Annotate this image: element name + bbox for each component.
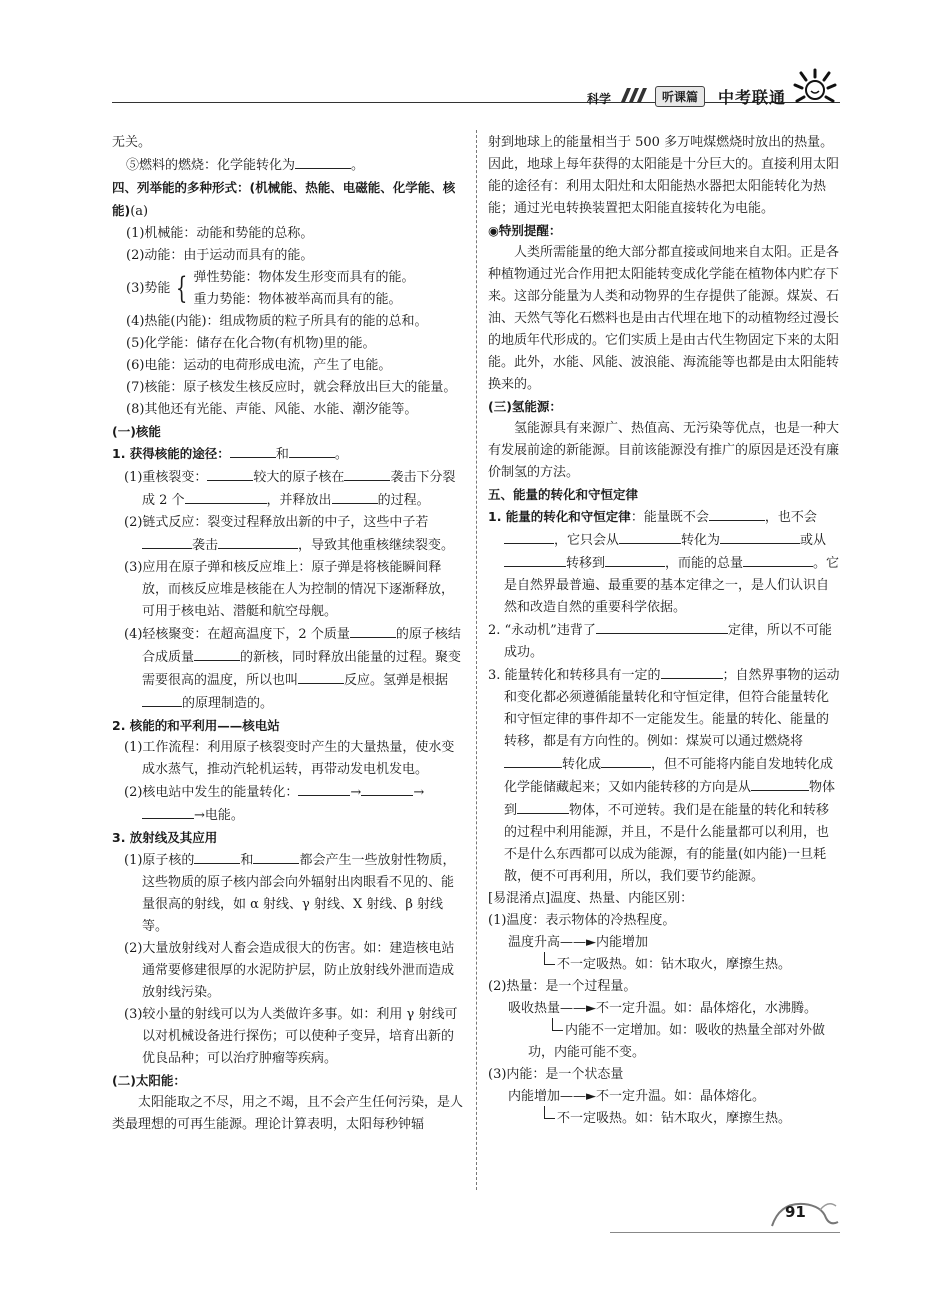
list-item: (2)大量放射线对人畜会造成很大的伤害。如：建造核电站通常要修建很厚的水泥防护层，防止放射线外泄而造成放射线污染。 [124, 941, 455, 1000]
list-item: (1)原子核的 和 都会产生一些放射性物质，这些物质的原子核内部会向外辐射出肉眼看不见的、能量很高的射线，如 α 射线、γ 射线、X 射线、β 射线等。 [112, 849, 464, 938]
list-item: (2)动能：由于运动而具有的能。 [126, 248, 314, 263]
list-item: (6)电能：运动的电荷形成电流，产生了电能。 [126, 358, 392, 373]
header-series-title: 中考联通 [718, 88, 787, 107]
paragraph: 射到地球上的能量相当于 500 多万吨煤燃烧时放出的热量。因此，地球上每年获得的太阳能是十分巨大的。直接利用太阳能的途径有：利用太阳灶和太阳能热水器把太阳能转化为热能；通过光电转换装置把太阳能直接转化为电能。 [488, 135, 840, 216]
list-item: (3)较小量的射线可以为人类做许多事。如：利用 γ 射线可以对机械设备进行探伤；可以使种子变异，培育出新的优良品种；可以治疗肿瘤等疾病。 [124, 1007, 458, 1066]
fill-blank[interactable] [709, 506, 765, 521]
fill-blank[interactable] [185, 489, 267, 504]
subsection-heading: 2. 核能的和平利用——核电站 [112, 718, 280, 733]
fill-blank[interactable] [142, 534, 192, 549]
subsection-heading: (二)太阳能： [112, 1073, 186, 1088]
subsection-heading: (一)核能 [112, 424, 161, 439]
fill-blank[interactable] [751, 776, 809, 791]
fill-blank[interactable] [517, 799, 569, 814]
page-number: 91 [785, 1203, 806, 1221]
list-item: (1)工作流程：利用原子核裂变时产生的大量热量，使水变成水蒸气，推动汽轮机运转，再带动发电机发电。 [124, 740, 455, 777]
branch-line: 不一定吸热。如：钻木取火，摩擦生热。 [488, 1108, 840, 1130]
fill-blank[interactable] [504, 552, 566, 567]
header-subject: 科学 [587, 92, 612, 106]
branch-line: 不一定吸热。如：钻木取火，摩擦生热。 [488, 954, 840, 976]
branch-arrow-icon [544, 952, 555, 965]
fill-blank[interactable] [720, 529, 800, 544]
list-item: (4)热能(内能)：组成物质的粒子所具有的能的总和。 [126, 314, 428, 329]
fill-blank[interactable] [298, 669, 344, 684]
text-line: ⑤燃料的燃烧：化学能转化为 。 [112, 154, 464, 177]
section-heading: 五、能量的转化和守恒定律 [488, 487, 639, 502]
fill-blank[interactable] [605, 552, 665, 567]
branch-line: 内能不一定增加。如：吸收的热量全部对外做功，内能可能不变。 [488, 1020, 840, 1064]
fill-blank[interactable] [601, 753, 651, 768]
list-item: (1)温度：表示物体的冷热程度。 [488, 913, 676, 928]
text-line: 无关。 [112, 135, 152, 150]
arrow-line: 吸收热量——►不一定升温。如：晶体熔化，水沸腾。 [508, 1001, 817, 1016]
fill-blank[interactable] [596, 619, 728, 634]
fill-blank[interactable] [207, 466, 253, 481]
fill-blank[interactable] [218, 534, 298, 549]
footer-rule [610, 1232, 840, 1233]
fill-blank[interactable] [661, 664, 723, 679]
list-item: (8)其他还有光能、声能、风能、水能、潮汐能等。 [126, 402, 418, 417]
branch-arrow-icon [544, 1106, 555, 1119]
header-tab: 听课篇 [655, 86, 705, 107]
list-item: (2)链式反应：裂变过程释放出新的中子，这些中子若袭击 ，导致其他重核继续裂变。 [124, 515, 455, 553]
column-divider [476, 130, 477, 1190]
paragraph: 氢能源具有来源广、热值高、无污染等优点，也是一种大有发展前途的新能源。目前该能源没有推广的原因是还没有廉价制氢的方法。 [488, 421, 840, 480]
branch-arrow-icon [552, 1018, 563, 1031]
list-item: (7)核能：原子核发生核反应时，就会释放出巨大的能量。 [126, 380, 457, 395]
subsection-heading: (三)氢能源： [488, 399, 562, 414]
fill-blank[interactable] [253, 849, 299, 864]
fill-blank[interactable] [350, 623, 396, 638]
left-column [112, 132, 464, 1136]
fill-blank[interactable] [142, 692, 182, 707]
fill-blank[interactable] [194, 849, 240, 864]
arrow-line: 内能增加——►不一定升温。如：晶体熔化。 [508, 1089, 765, 1104]
list-item: (3)内能：是一个状态量 [488, 1067, 624, 1082]
tip-heading: ◉特别提醒： [488, 223, 562, 238]
fill-blank[interactable] [194, 646, 240, 661]
confusion-heading: [易混淆点]温度、热量、内能区别： [488, 891, 694, 906]
fill-blank[interactable] [332, 489, 378, 504]
section-heading: 四、列举能的多种形式：(机械能、热能、电磁能、化学能、核能)(a) [112, 180, 456, 219]
question-line: 2. “永动机”违背了 定律，所以不可能成功。 [488, 619, 840, 664]
fill-blank[interactable] [298, 781, 350, 796]
list-item: (4)轻核聚变：在超高温度下，2 个质量 的原子核结合成质量 的新核，同时释放出能量的过程。聚变需要很高的温度，所以也叫 反应。氢弹是根据的原理制造的。 [112, 623, 464, 715]
fill-blank[interactable] [295, 154, 351, 169]
right-column [488, 132, 840, 1130]
list-item: (2)热量：是一个过程量。 [488, 979, 637, 994]
sun-logo-icon [792, 68, 838, 108]
brace-icon: { [176, 271, 188, 306]
fill-blank[interactable] [619, 529, 681, 544]
fill-blank[interactable] [344, 466, 390, 481]
paragraph: 太阳能取之不尽，用之不竭，且不会产生任何污染，是人类最理想的可再生能源。理论计算表明，太阳每秒钟辐 [112, 1095, 464, 1132]
fill-blank[interactable] [743, 552, 813, 567]
list-item: (5)化学能：储存在化合物(有机物)里的能。 [126, 336, 376, 351]
list-item: (3)应用在原子弹和核反应堆上：原子弹是将核能瞬间释放，而核反应堆是核能在人为控制的情况下逐渐释放，可用于核电站、潜艇和航空母舰。 [124, 560, 455, 619]
question-line: 3. 能量转化和转移具有一定的 ；自然界事物的运动和变化都必须遵循能量转化和守恒定律，但符合能量转化和守恒定律的事件却不一定能发生。能量的转化、能量的转移，都是有方向性的。例如：煤炭可以通过燃烧将转化成 ，但不可能将内能自发地转化成化学能储藏起来；又如内能转移的方向是从 物体到 物体，不可逆转。我们是在能量的转化和转移的过程中利用能源，并且，不是什么能量都可以利用，也不是什么东西都可以成为能源，有的能量(如内能)一旦耗散，便不可再利用，所以，我们要节约能源。 [488, 664, 840, 888]
fill-blank[interactable] [504, 753, 562, 768]
arrow-line: 温度升高——►内能增加 [508, 935, 648, 950]
subsection-heading: 3. 放射线及其应用 [112, 830, 218, 845]
question-line: 1. 能量的转化和守恒定律：能量既不会 ，也不会，它只会从 转化为 或从转移到 ，而能的总量 。它是自然界最普遍、最重要的基本定律之一，是人们认识自然和改造自然的重要科学依据。 [488, 506, 840, 619]
question-line: 1. 获得核能的途径： 和 。 [112, 443, 464, 466]
fill-blank[interactable] [230, 443, 276, 458]
paragraph: 人类所需能量的绝大部分都直接或间地来自太阳。正是各种植物通过光合作用把太阳能转变成化学能在植物体内贮存下来。这部分能量为人类和动物界的生存提供了能源。煤炭、石油、天然气等化石燃料也是由古代埋在地下的动植物经过漫长的地质年代形成的。它们实质上是由古代生物固定下来的太阳能。此外，水能、风能、波浪能、海流能等也都是由太阳能转换来的。 [488, 245, 840, 392]
list-item: (1)机械能：动能和势能的总称。 [126, 226, 314, 241]
list-item: (1)重核裂变： 较大的原子核在 袭击下分裂成 2 个 ，并释放出 的过程。 [112, 466, 464, 512]
fill-blank[interactable] [289, 443, 335, 458]
fill-blank[interactable] [361, 781, 413, 796]
fill-blank[interactable] [142, 804, 194, 819]
fill-blank[interactable] [504, 529, 554, 544]
potential-energy-item: (3)势能 { 弹性势能：物体发生形变而具有的能。 重力势能：物体被举高而具有的能。 [126, 270, 415, 307]
list-item: (2)核电站中发生的能量转化： → → →电能。 [112, 781, 464, 827]
